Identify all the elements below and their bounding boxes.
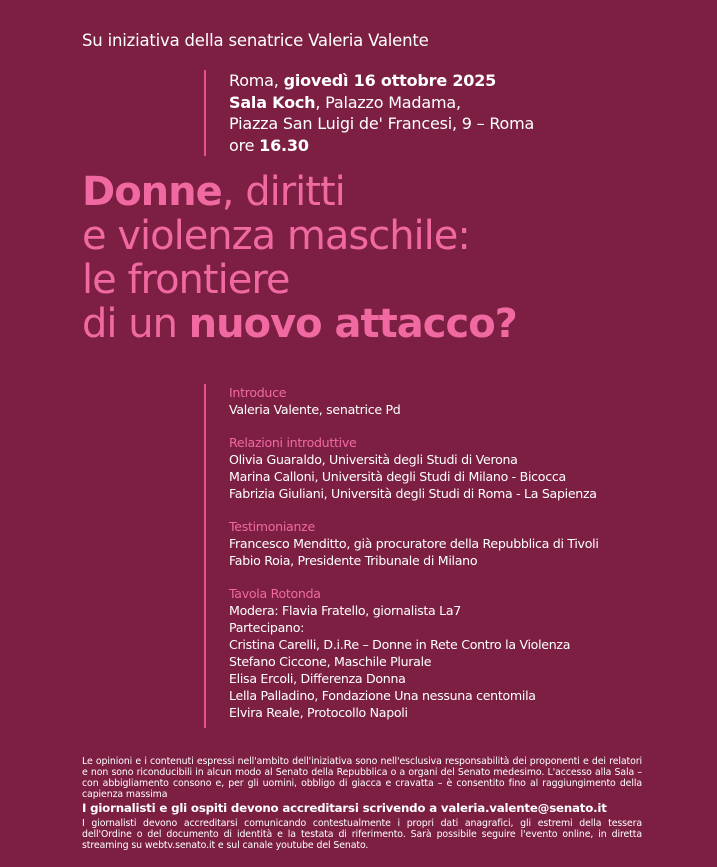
section-testimonianze <box>229 518 599 569</box>
section-introduce <box>229 384 599 418</box>
speaker-item: Francesco Menditto, già procuratore della Repubblica di Tivoli <box>229 536 599 551</box>
title-line-3: le frontiere <box>82 257 290 303</box>
section-title-relazioni: Relazioni introduttive <box>229 435 357 450</box>
title-word-donne: Donne <box>82 169 222 215</box>
speaker-item: Fabio Roia, Presidente Tribunale di Milano <box>229 553 478 568</box>
event-address: Piazza San Luigi de' Francesi, 9 – Roma <box>229 114 535 133</box>
event-time: 16.30 <box>259 135 309 155</box>
accreditation-notice: I giornalisti e gli ospiti devono accreditarsi scrivendo a valeria.valente@senato.it <box>82 801 607 815</box>
speaker-item: Cristina Carelli, D.i.Re – Donne in Rete Contro la Violenza <box>229 637 571 652</box>
event-title <box>82 170 517 346</box>
event-venue-rest: , Palazzo Madama, <box>315 92 461 112</box>
title-line-4-bold: nuovo attacco? <box>188 301 517 347</box>
disclaimer-text: Le opinioni e i contenuti espressi nell'ambito dell'iniziativa sono nell'esclusiva responsabilità dei proponenti e dei relatori e non sono riconducibili in alcun modo al Senato della Repubblica o a organi del Senato medesimo. L'accesso alla Sala – con abbigliamento consono e, per gli uomini, obbligo di giacca e cravatta – è consentito fino al raggiungimento della capienza massima <box>82 756 642 800</box>
program <box>204 384 599 728</box>
event-date: giovedì 16 ottobre 2025 <box>283 71 497 90</box>
moderator: Modera: Flavia Fratello, giornalista La7 <box>229 603 462 618</box>
speaker-item: Lella Palladino, Fondazione Una nessuna centomila <box>229 688 536 703</box>
event-date-line <box>229 70 534 92</box>
speaker-item: Elvira Reale, Protocollo Napoli <box>229 705 408 720</box>
event-venue: Sala Koch <box>229 92 316 112</box>
section-relazioni <box>229 434 599 502</box>
speaker-item: Valeria Valente, senatrice Pd <box>229 402 401 417</box>
speaker-item: Marina Calloni, Università degli Studi di Milano - Bicocca <box>229 469 566 484</box>
title-line-4-start: di un <box>82 301 189 347</box>
footer <box>82 756 642 851</box>
event-time-label: ore <box>229 135 260 155</box>
speaker-item: Fabrizia Giuliani, Università degli Studi di Roma - La Sapienza <box>229 486 597 501</box>
press-note: I giornalisti devono accreditarsi comunicando contestualmente i propri dati anagrafici, gli estremi della tessera dell'Ordine o del documento di identità e la testata di riferimento. Sarà possibile seguire l'evento online, in diretta streaming su webtv.senato.it e sul canale youtube del Senato. <box>82 818 642 851</box>
event-time-line <box>229 135 534 157</box>
title-line-1 <box>82 170 517 214</box>
event-details <box>204 70 534 156</box>
title-line-2: e violenza maschile: <box>82 213 470 259</box>
title-line-4 <box>82 302 517 346</box>
speaker-item: Olivia Guaraldo, Università degli Studi di Verona <box>229 452 518 467</box>
section-title-testimonianze: Testimonianze <box>229 519 315 534</box>
initiative-line: Su iniziativa della senatrice Valeria Valente <box>82 31 429 50</box>
title-line-1-rest: , diritti <box>221 169 345 215</box>
section-tavola-rotonda <box>229 585 599 721</box>
section-title-introduce: Introduce <box>229 385 287 400</box>
section-title-tavola: Tavola Rotonda <box>229 586 321 601</box>
speaker-item: Elisa Ercoli, Differenza Donna <box>229 671 406 686</box>
participants-label: Partecipano: <box>229 620 305 635</box>
event-city: Roma, <box>229 71 284 90</box>
speaker-item: Stefano Ciccone, Maschile Plurale <box>229 654 432 669</box>
event-venue-line <box>229 92 534 114</box>
